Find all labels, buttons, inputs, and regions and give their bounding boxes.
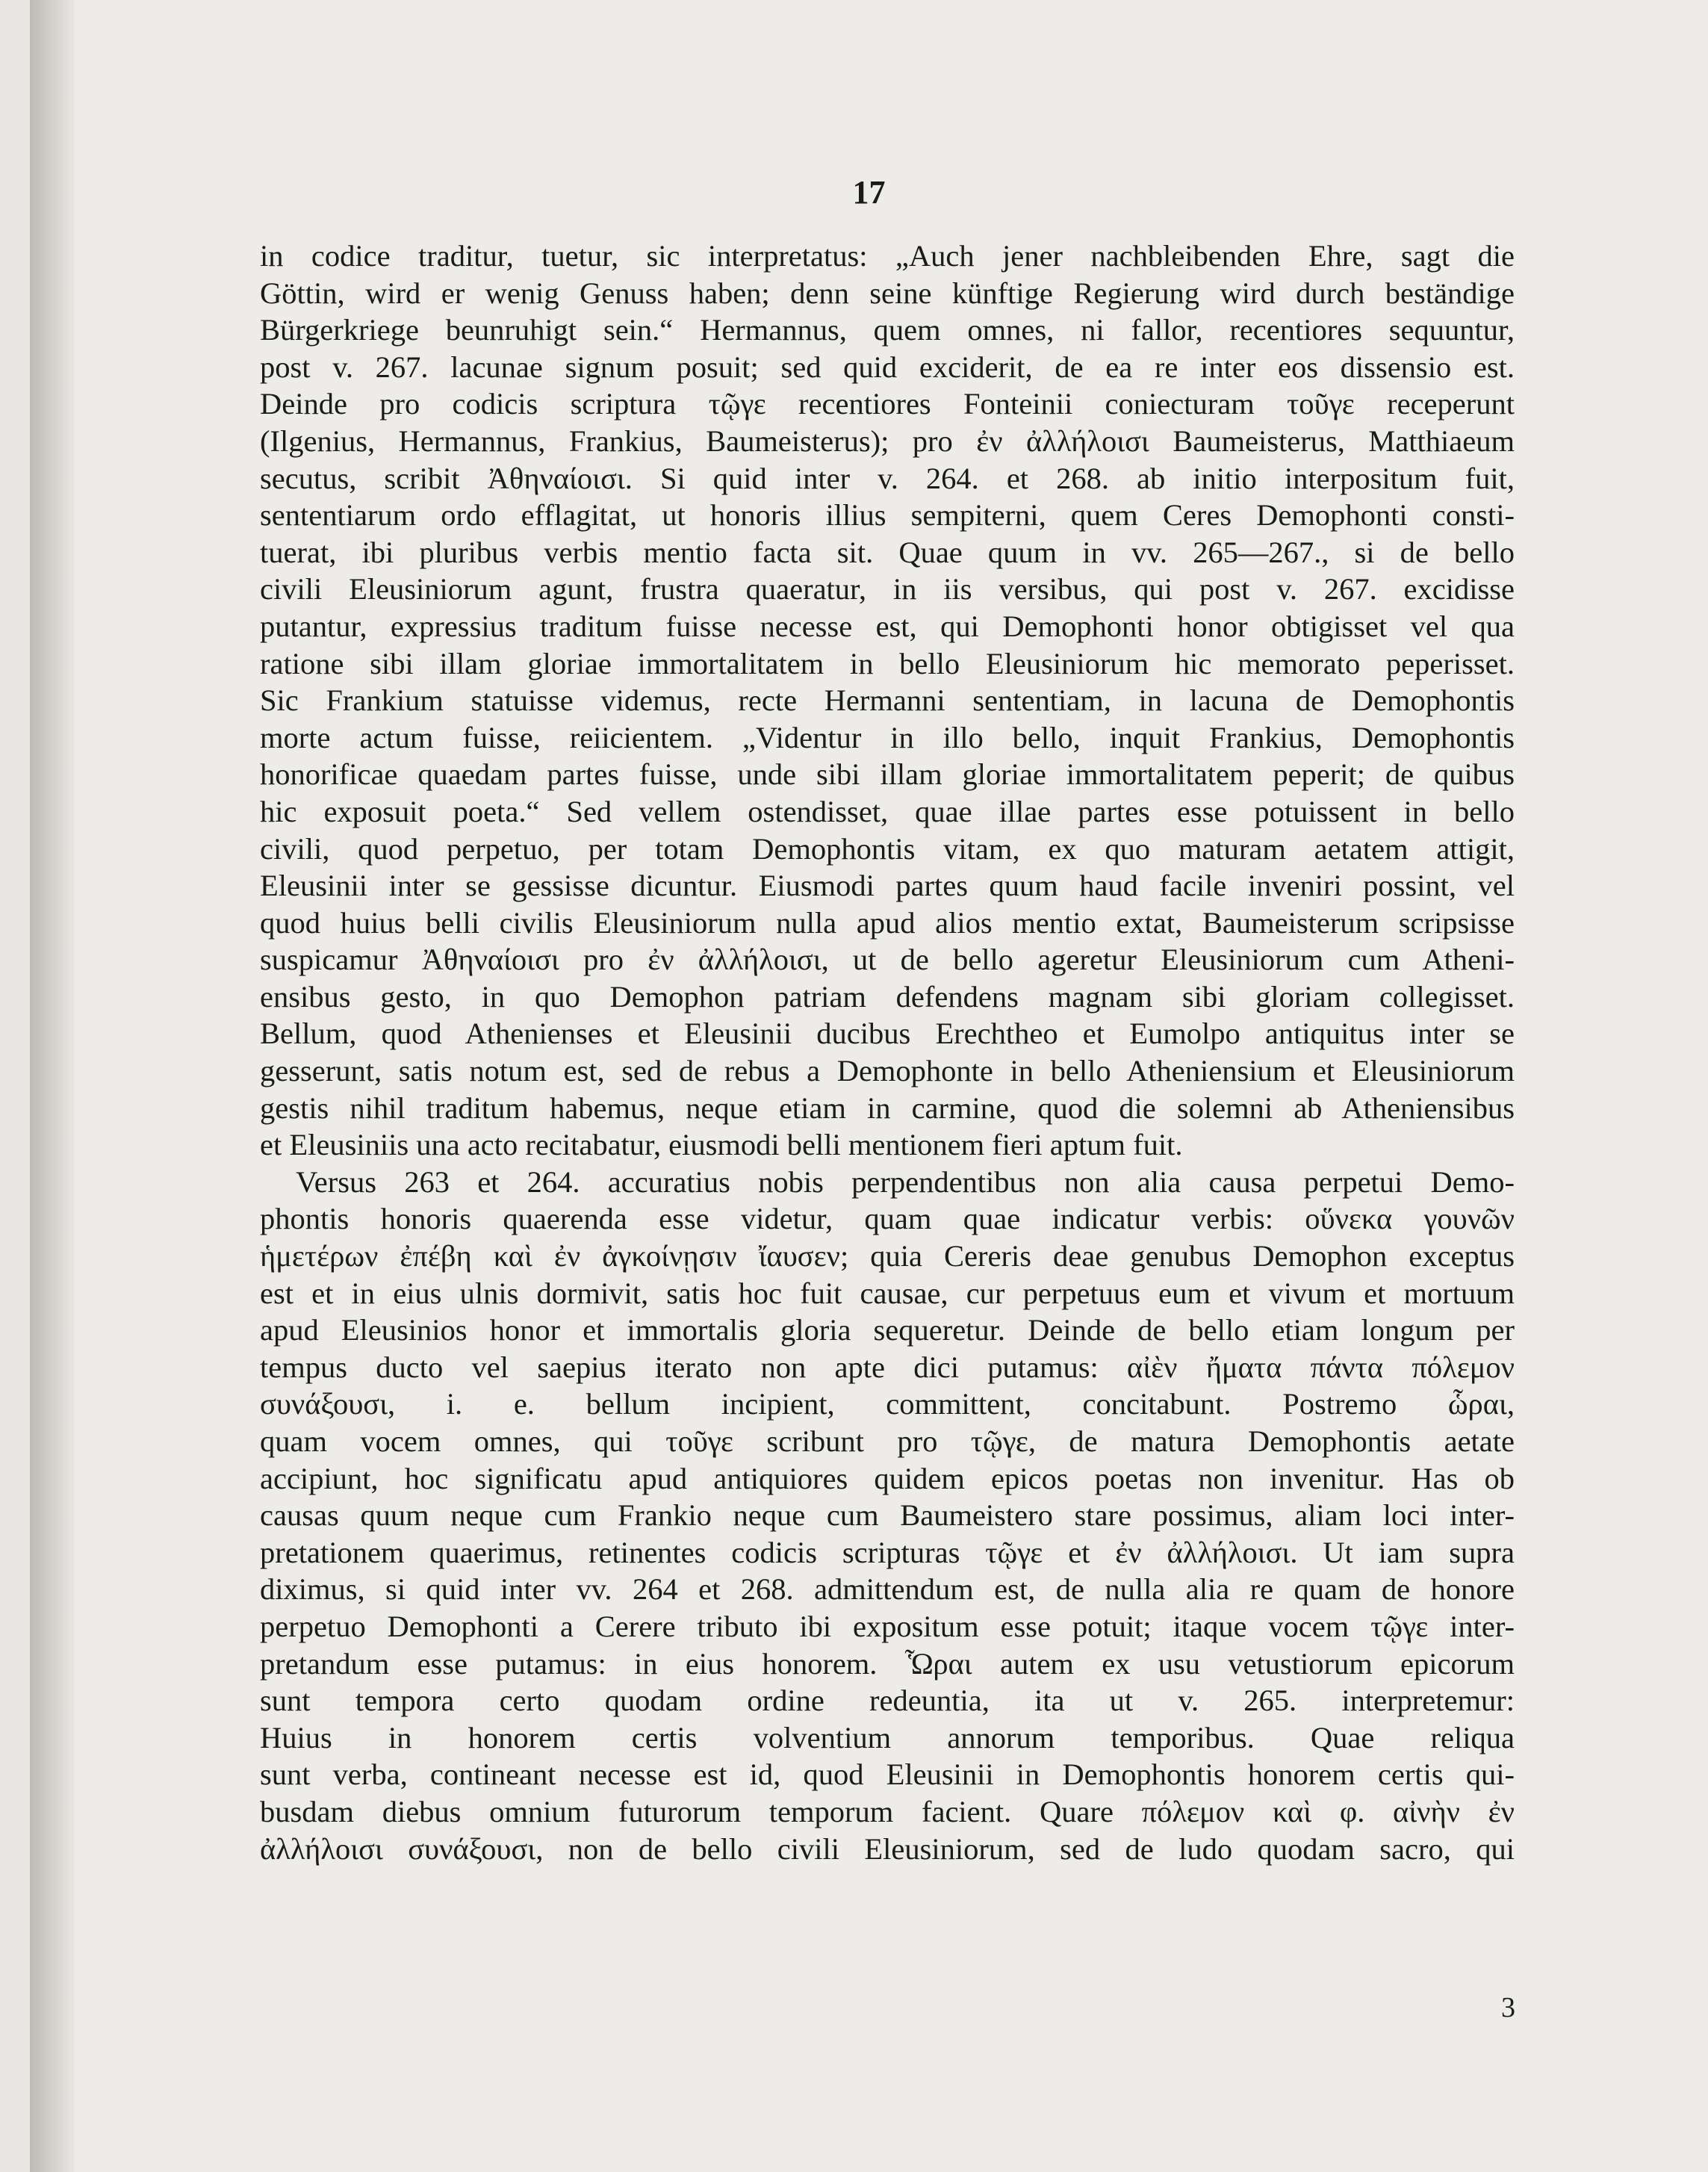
text-line: Huius in honorem certis volventium annorum temporibus. Quae reliqua [260, 1720, 1515, 1754]
text-line: gesserunt, satis notum est, sed de rebus a Demophonte in bello Atheniensium et Eleusiniorum [260, 1054, 1515, 1088]
text-line: civili Eleusiniorum agunt, frustra quaeratur, in iis versibus, qui post v. 267. excidisse [260, 572, 1515, 606]
text-line: suspicamur Ἀθηναίοισι pro ἐν ἀλλήλοισι, ut de bello ageretur Eleusiniorum cum Atheni- [260, 943, 1515, 977]
binding-shadow [30, 0, 75, 2172]
text-line: ἀλλήλοισι συνάξουσι, non de bello civili Eleusiniorum, sed de ludo quodam sacro, qui [260, 1831, 1515, 1866]
text-line: civili, quod perpetuo, per totam Demophontis vitam, ex quo maturam aetatem attigit, [260, 831, 1515, 866]
text-line: Göttin, wird er wenig Genuss haben; denn seine künftige Regierung wird durch beständige [260, 276, 1515, 310]
text-line: ἡμετέρων ἐπέβη καὶ ἐν ἀγκοίνῃσιν ἴαυσεν; quia Cereris deae genubus Demophon exceptus [260, 1239, 1515, 1273]
text-line: causas quum neque cum Frankio neque cum Baumeistero stare possimus, aliam loci inter- [260, 1498, 1515, 1533]
text-line: sunt tempora certo quodam ordine redeuntia, ita ut v. 265. interpretemur: [260, 1684, 1515, 1718]
text-line: honorificae quaedam partes fuisse, unde sibi illam gloriae immortalitatem peperit; de quibus [260, 757, 1515, 792]
paragraph-start-line: Versus 263 et 264. accuratius nobis perpendentibus non alia causa perpetui Demo- [296, 1164, 1515, 1199]
text-line: sunt verba, contineant necesse est id, quod Eleusinii in Demophontis honorem certis qui- [260, 1757, 1515, 1792]
body-text [260, 238, 1515, 1867]
text-line: busdam diebus omnium futurorum temporum facient. Quare πόλεμον καὶ φ. αἰνὴν ἐν [260, 1794, 1515, 1828]
text-line: Bürgerkriege beunruhigt sein.“ Hermannus, quem omnes, ni fallor, recentiores sequuntur, [260, 313, 1515, 347]
text-line: Sic Frankium statuisse videmus, recte Hermanni sententiam, in lacuna de Demophontis [260, 683, 1515, 718]
text-line: diximus, si quid inter vv. 264 et 268. admittendum est, de nulla alia re quam de honore [260, 1572, 1515, 1607]
text-line: Bellum, quod Athenienses et Eleusinii ducibus Erechtheo et Eumolpo antiquitus inter se [260, 1017, 1515, 1051]
text-line: post v. 267. lacunae signum posuit; sed quid exciderit, de ea re inter eos dissensio est. [260, 350, 1515, 384]
page [30, 0, 1708, 2172]
text-line: quam vocem omnes, qui τοῦγε scribunt pro τῷγε, de matura Demophontis aetate [260, 1424, 1515, 1458]
text-line: putantur, expressius traditum fuisse necesse est, qui Demophonti honor obtigisset vel qua [260, 609, 1515, 643]
text-line: hic exposuit poeta.“ Sed vellem ostendisset, quae illae partes esse potuissent in bello [260, 794, 1515, 828]
text-line: pretandum esse putamus: in eius honorem. Ὧραι autem ex usu vetustiorum epicorum [260, 1646, 1515, 1681]
text-line: sententiarum ordo efflagitat, ut honoris illius sempiterni, quem Ceres Demophonti consti- [260, 498, 1515, 533]
text-line: Eleusinii inter se gessisse dicuntur. Eiusmodi partes quum haud facile inveniri possint, vel [260, 869, 1515, 903]
text-line: tempus ducto vel saepius iterato non apte dici putamus: αἰὲν ἤματα πάντα πόλεμον [260, 1350, 1515, 1384]
text-line: et Eleusiniis una acto recitabatur, eiusmodi belli mentionem fieri aptum fuit. [260, 1128, 1183, 1162]
text-line: συνάξουσι, i. e. bellum incipient, committent, concitabunt. Postremo ὧραι, [260, 1387, 1515, 1421]
text-line: phontis honoris quaerenda esse videtur, quam quae indicatur verbis: οὕνεκα γουνῶν [260, 1202, 1515, 1236]
text-line: tuerat, ibi pluribus verbis mentio facta sit. Quae quum in vv. 265—267., si de bello [260, 535, 1515, 569]
text-line: apud Eleusinios honor et immortalis gloria sequeretur. Deinde de bello etiam longum per [260, 1313, 1515, 1347]
text-line: ratione sibi illam gloriae immortalitatem in bello Eleusiniorum hic memorato peperisset. [260, 646, 1515, 680]
text-line: pretationem quaerimus, retinentes codicis scripturas τῷγε et ἐν ἀλλήλοισι. Ut iam supra [260, 1535, 1515, 1569]
text-line: secutus, scribit Ἀθηναίοισι. Si quid inter v. 264. et 268. ab initio interpositum fuit, [260, 461, 1515, 495]
text-line: (Ilgenius, Hermannus, Frankius, Baumeisterus); pro ἐν ἀλλήλοισι Baumeisterus, Matthiaeum [260, 423, 1515, 458]
text-line: morte actum fuisse, reiicientem. „Videntur in illo bello, inquit Frankius, Demophontis [260, 720, 1515, 754]
signature-mark: 3 [1501, 1992, 1515, 2023]
text-line: quod huius belli civilis Eleusiniorum nulla apud alios mentio extat, Baumeisterum scripsisse [260, 905, 1515, 940]
text-line: gestis nihil traditum habemus, neque etiam in carmine, quod die solemni ab Atheniensibus [260, 1090, 1515, 1125]
text-line: est et in eius ulnis dormivit, satis hoc fuit causae, cur perpetuus eum et vivum et mortuum [260, 1276, 1515, 1310]
text-line: Deinde pro codicis scriptura τῷγε recentiores Fonteinii coniecturam τοῦγε receperunt [260, 387, 1515, 421]
text-line: accipiunt, hoc significatu apud antiquiores quidem epicos poetas non invenitur. Has ob [260, 1461, 1515, 1495]
text-line: in codice traditur, tuetur, sic interpretatus: „Auch jener nachbleibenden Ehre, sagt die [260, 239, 1515, 273]
text-line: perpetuo Demophonti a Cerere tributo ibi expositum esse potuit; itaque vocem τῷγε inter- [260, 1609, 1515, 1643]
text-line: ensibus gesto, in quo Demophon patriam defendens magnam sibi gloriam collegisset. [260, 979, 1515, 1014]
page-number: 17 [852, 174, 886, 211]
